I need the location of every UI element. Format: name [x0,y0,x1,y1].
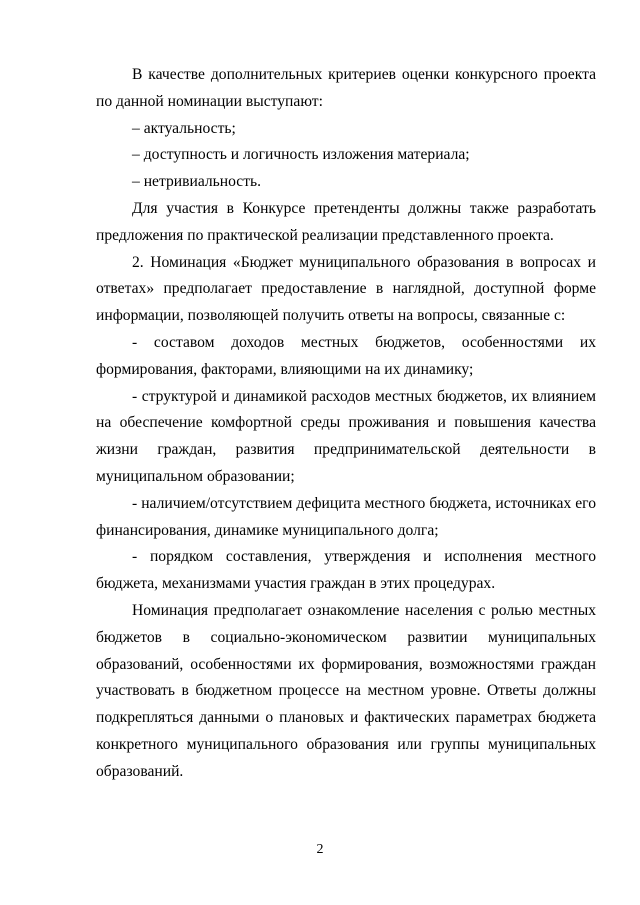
paragraph-additional-criteria: В качестве дополнительных критериев оценки конкурсного проекта по данной номинации выступают: [96,66,596,110]
list-item-procedure: - порядком составления, утверждения и исполнения местного бюджета, механизмами участия граждан в этих процедурах. [96,548,596,593]
paragraph-nomination-summary: Номинация предполагает ознакомление населения с ролью местных бюджетов в социально-экономическом развитии муниципальных образований, особенностями их формирования, возможностями граждан участвовать в бюджетном процессе на местном уровне. Ответы должны подкрепляться данными о плановых и фактических параметрах бюджета конкретного муниципального образования или группы муниципальных образований. [96,601,596,780]
bullet-non-triviality: – нетривиальность. [132,173,262,191]
page-number: 2 [316,842,324,857]
list-item-deficit: - наличием/отсутствием дефицита местного бюджета, источниках его финансирования, динамике муниципального долга; [96,494,596,539]
bullet-accessibility: – доступность и логичность изложения материала; [132,146,470,164]
paragraph-participation: Для участия в Конкурсе претенденты должны также разработать предложения по практической реализации представленного проекта. [96,199,596,244]
list-item-expenditure: - структурой и динамикой расходов местных бюджетов, их влиянием на обеспечение комфортной среды проживания и повышения качества жизни граждан, развития предпринимательской деятельности в муниципальном образовании; [96,387,596,485]
document-body [96,62,596,786]
bullet-relevance: – актуальность; [132,119,236,137]
list-item-revenue: - составом доходов местных бюджетов, особенностями их формирования, факторами, влияющими на их динамику; [96,333,596,378]
paragraph-nomination-2: 2. Номинация «Бюджет муниципального образования в вопросах и ответах» предполагает предоставление в наглядной, доступной форме информации, позволяющей получить ответы на вопросы, связанные с: [96,253,596,325]
